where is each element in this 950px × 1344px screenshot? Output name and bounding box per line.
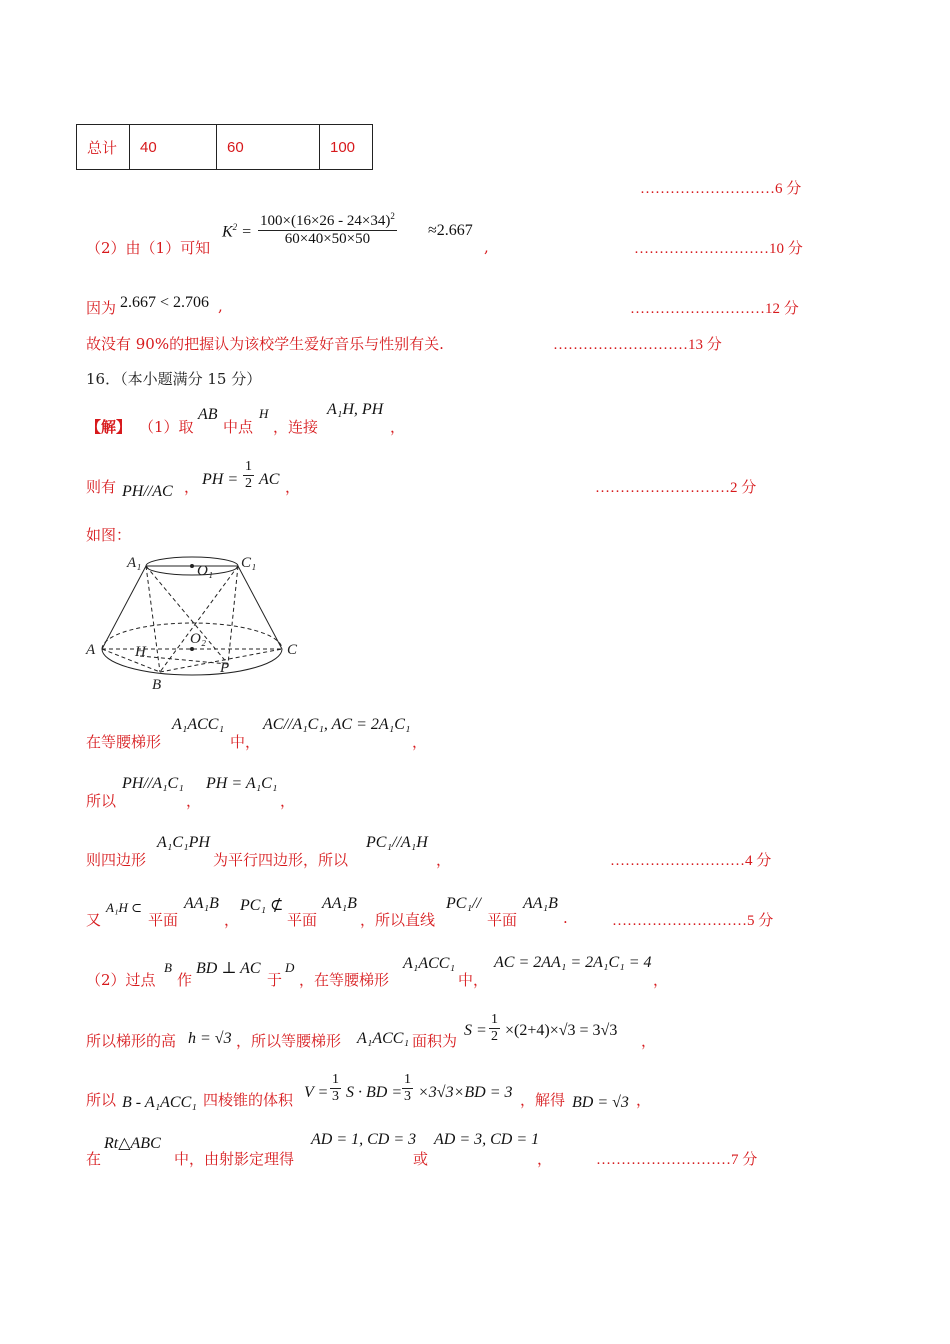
text: 中， — [230, 733, 261, 751]
math-A1H-PH: A₁H, PH — [327, 401, 384, 418]
table-cell-label: 总计 — [77, 125, 130, 170]
table-row — [77, 125, 373, 170]
text: ，所以等腰梯形 — [236, 1032, 342, 1050]
text: ，在等腰梯形 — [299, 971, 390, 989]
text: ，连接 — [273, 418, 319, 436]
edge-right — [238, 566, 282, 649]
label-C1: C₁ — [241, 555, 257, 571]
table-cell-value: 100 — [320, 125, 373, 170]
question-16-title: 16．（本小题满分 15 分） — [86, 370, 262, 388]
label-A1: A₁ — [127, 555, 142, 571]
bottom-ellipse-front — [102, 649, 282, 675]
math-PH-eq-A1C1: PH = A₁C₁ — [206, 775, 278, 792]
math-S-eq: S = — [464, 1022, 487, 1039]
math-PH-eq: PH = — [202, 471, 239, 488]
math-S-BD: S · BD = — [346, 1084, 403, 1101]
text: 平面 — [148, 911, 179, 929]
text: ， — [390, 418, 406, 436]
text: 在 — [86, 1150, 102, 1168]
math-AD3-CD1: AD = 3, CD = 1 — [434, 1131, 540, 1148]
k2-denominator: 60×40×50×50 — [284, 231, 371, 247]
conclusion-text: 故没有 90%的把握认为该校学生爱好音乐与性别有关. — [86, 335, 444, 353]
table-cell-value: 60 — [217, 125, 320, 170]
score-5: ………………………5 分 — [612, 913, 774, 929]
text: 中点 — [223, 418, 254, 436]
text: 又 — [86, 911, 102, 929]
score-6: ………………………6 分 — [640, 181, 802, 197]
text: （2）过点 — [86, 971, 156, 989]
label-P: P — [220, 660, 230, 676]
text: 则有 — [86, 478, 117, 496]
dash-HP — [140, 656, 228, 664]
text: ， — [412, 733, 428, 751]
math-AC-eq-4: AC = 2AA₁ = 2A₁C₁ = 4 — [494, 954, 652, 971]
text: ， — [186, 792, 202, 810]
math-A1ACC1: A₁ACC₁ — [403, 955, 456, 972]
math-V-eq: V = — [304, 1084, 329, 1101]
text: ， — [184, 478, 200, 496]
because-prefix: 因为 — [86, 299, 117, 317]
math-A1H-subset: A₁H ⊂ — [106, 900, 142, 915]
dash-C1B — [160, 566, 238, 672]
text: ， — [285, 478, 301, 496]
text: ， — [636, 1091, 652, 1109]
math-area-expr: ×(2+4)×√3 = 3√3 — [505, 1022, 618, 1039]
text: 平面 — [287, 911, 318, 929]
label-H: H — [135, 644, 146, 660]
math-AD1-CD3: AD = 1, CD = 3 — [311, 1131, 417, 1148]
text: ， — [224, 911, 240, 929]
text: ， — [436, 851, 452, 869]
text: 或 — [413, 1150, 429, 1168]
text: . — [563, 909, 568, 927]
text: 所以 — [86, 792, 117, 810]
math-pyramid: B - A₁ACC₁ — [122, 1094, 197, 1111]
text: ， — [537, 1150, 553, 1168]
text: ， — [653, 971, 669, 989]
score-10: ………………………10 分 — [634, 241, 803, 257]
k2-approx: ≈2.667 — [428, 222, 473, 239]
text: 作 — [177, 971, 193, 989]
math-volume-expr: ×3√3×BD = 3 — [418, 1084, 513, 1101]
frustum-figure — [80, 548, 310, 696]
because-inequality: 2.667 < 2.706 — [120, 294, 210, 311]
label-C: C — [287, 642, 298, 658]
text: ， — [641, 1032, 657, 1050]
denominator: 2 — [245, 476, 252, 491]
math-AC-relations: AC//A₁C₁, AC = 2A₁C₁ — [263, 716, 411, 733]
numerator: 1 — [491, 1012, 498, 1027]
math-right-triangle: Rt△ABC — [104, 1135, 161, 1152]
math-A1ACC1: A₁ACC₁ — [357, 1030, 410, 1047]
label-B: B — [152, 677, 162, 693]
math-B: B — [164, 960, 172, 975]
math-AA1B: AA₁B — [523, 895, 558, 912]
math-D: D — [285, 960, 295, 975]
math-BD-value: BD = √3 — [572, 1094, 629, 1111]
math-AA1B: AA₁B — [322, 895, 357, 912]
math-A1ACC1: A₁ACC₁ — [172, 716, 225, 733]
score-7: ………………………7 分 — [596, 1152, 758, 1168]
k2-symbol: $K^2$ = — [222, 222, 252, 241]
text: 平面 — [487, 911, 518, 929]
center-O2 — [190, 647, 194, 651]
figure-label: 如图： — [86, 526, 132, 544]
math-AB: AB — [198, 406, 218, 423]
denominator: 3 — [404, 1089, 411, 1104]
k2-fraction — [258, 211, 397, 248]
table-cell-value: 40 — [130, 125, 217, 170]
denominator: 2 — [491, 1029, 498, 1044]
math-half-fraction — [243, 459, 254, 492]
math-h: h = √3 — [188, 1030, 232, 1047]
dash-A1B — [146, 566, 160, 672]
math-A1C1PH: A₁C₁PH — [157, 834, 210, 851]
label-O1: O₁ — [197, 563, 214, 579]
math-PC1-parallel: PC₁// — [446, 895, 481, 912]
math-PC1-parallel-A1H: PC₁//A₁H — [366, 834, 428, 851]
numerator: 1 — [404, 1072, 411, 1087]
part2-prefix: （2）由（1）可知 — [86, 239, 211, 257]
text: 则四边形 — [86, 851, 147, 869]
text: 中， — [458, 971, 489, 989]
text: 在等腰梯形 — [86, 733, 162, 751]
math-AA1B: AA₁B — [184, 895, 219, 912]
denominator: 3 — [332, 1089, 339, 1104]
text: 面积为 — [412, 1032, 458, 1050]
label-O2: O₂ — [190, 631, 207, 647]
math-PC1-not-subset: PC₁ ⊄ — [240, 897, 284, 914]
score-4: ………………………4 分 — [610, 853, 772, 869]
score-13: ………………………13 分 — [553, 337, 722, 353]
math-third-fraction — [402, 1072, 413, 1105]
math-third-fraction — [330, 1072, 341, 1105]
text: 所以 — [86, 1091, 117, 1109]
text: 所以梯形的高 — [86, 1032, 177, 1050]
math-PH-parallel-AC: PH//AC — [122, 483, 173, 500]
text: 于 — [267, 971, 283, 989]
math-PH-parallel-A1C1: PH//A₁C₁ — [122, 775, 184, 792]
text: ， — [280, 792, 296, 810]
math-AC: AC — [259, 471, 280, 488]
math-H: H — [259, 406, 269, 421]
edge-left — [102, 566, 146, 649]
text: 中，由射影定理得 — [174, 1150, 295, 1168]
score-12: ………………………12 分 — [630, 301, 799, 317]
math-half-fraction — [489, 1012, 500, 1045]
total-row-table — [76, 124, 373, 170]
comma: , — [484, 238, 489, 256]
text: 为平行四边形，所以 — [213, 851, 349, 869]
center-O1 — [190, 564, 194, 568]
numerator: 1 — [332, 1072, 339, 1087]
solution-tag: 【解】 — [86, 418, 132, 436]
label-A: A — [86, 642, 96, 658]
comma: , — [218, 297, 223, 315]
text: ，解得 — [520, 1091, 566, 1109]
text: ，所以直线 — [360, 911, 436, 929]
text: 四棱锥的体积 — [203, 1091, 294, 1109]
score-2: ………………………2 分 — [595, 480, 757, 496]
k2-numerator: $100\times(16\times 26 - 24\times 34)^2$ — [260, 211, 395, 229]
math-BD-perp-AC: BD ⊥ AC — [196, 960, 261, 977]
text: （1）取 — [139, 418, 194, 436]
numerator: 1 — [245, 459, 252, 474]
